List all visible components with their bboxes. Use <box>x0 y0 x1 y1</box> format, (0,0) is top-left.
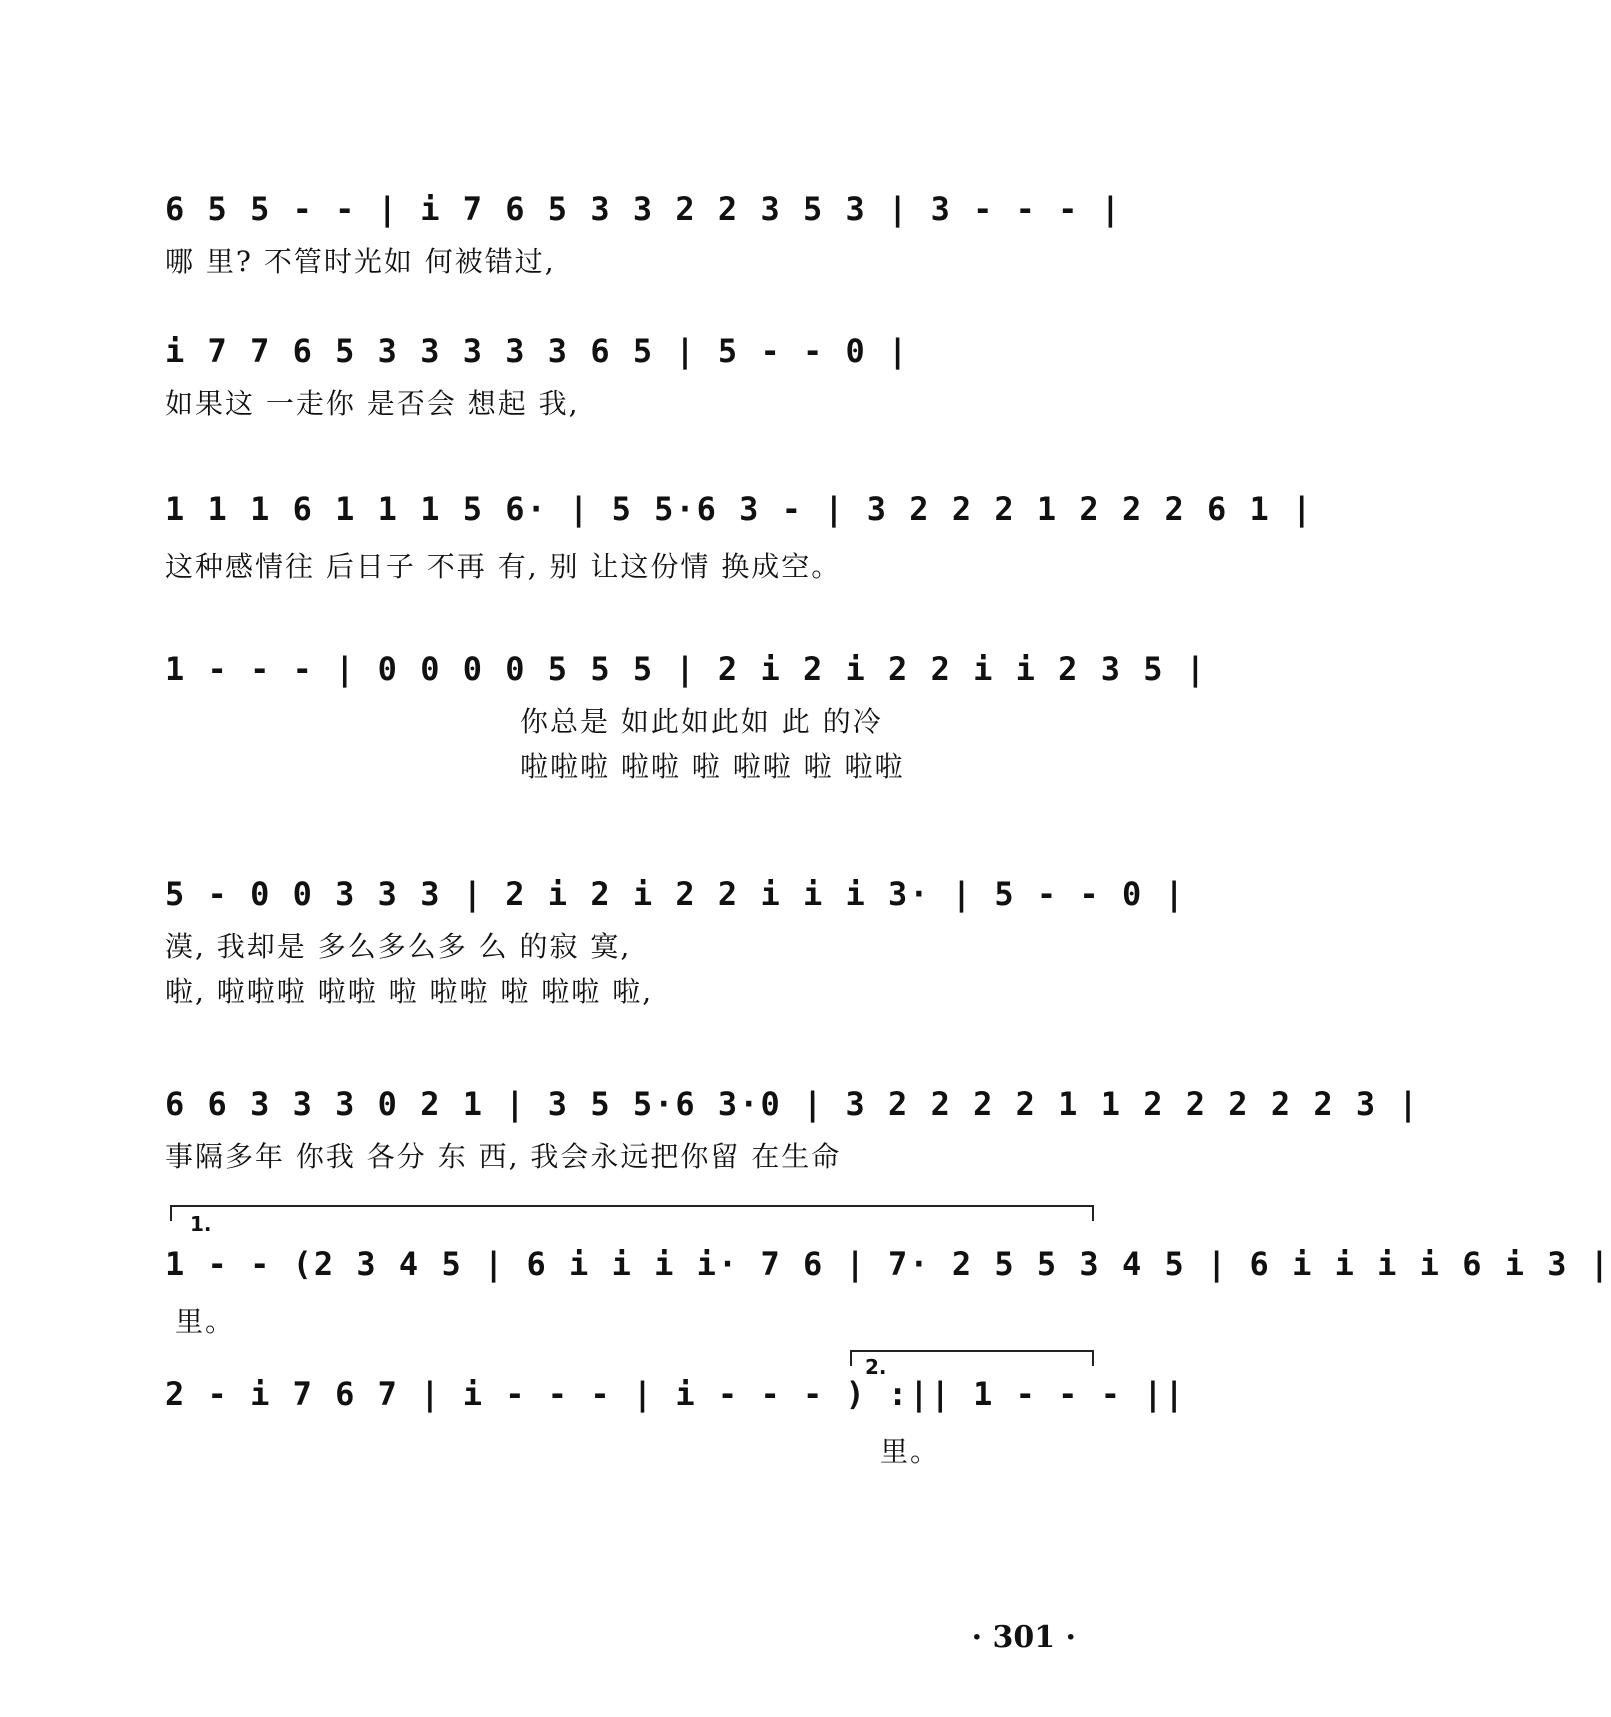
lyric-line-8: 里。 <box>880 1435 941 1468</box>
lyric-line-4a: 你总是 如此如此如 此 的冷 <box>520 705 883 738</box>
lyric-line-5a: 漠, 我却是 多么多么多 么 的寂 寞, <box>165 930 632 963</box>
lyric-line-4b: 啦啦啦 啦啦 啦 啦啦 啦 啦啦 <box>520 750 905 783</box>
volta-2-label: 2. <box>865 1355 887 1379</box>
volta-2-bracket <box>850 1350 1094 1366</box>
notation-line-8: 2 - i 7 6 7 | i - - - | i - - - ) :|| 1 - - - || <box>165 1375 1186 1413</box>
notation-line-3: 1 1 1 6 1 1 1 5 6· | 5 5·6 3 - | 3 2 2 2 1 2 2 2 6 1 | <box>165 490 1314 528</box>
lyric-line-5b: 啦, 啦啦啦 啦啦 啦 啦啦 啦 啦啦 啦, <box>165 975 654 1008</box>
lyric-line-6: 事隔多年 你我 各分 东 西, 我会永远把你留 在生命 <box>165 1140 842 1173</box>
volta-1-label: 1. <box>190 1212 212 1236</box>
volta-1-bracket <box>170 1205 1094 1221</box>
page-number: · 301 · <box>971 1620 1076 1655</box>
notation-line-4: 1 - - - | 0 0 0 0 5 5 5 | 2 i 2 i 2 2 i i 2 3 5 | <box>165 650 1208 688</box>
notation-line-7: 1 - - (2 3 4 5 | 6 i i i i· 7 6 | 7· 2 5 5 3 4 5 | 6 i i i i 6 i 3 | <box>165 1245 1611 1283</box>
notation-line-6: 6 6 3 3 3 0 2 1 | 3 5 5·6 3·0 | 3 2 2 2 2 1 1 2 2 2 2 2 3 | <box>165 1085 1420 1123</box>
notation-line-2: i 7 7 6 5 3 3 3 3 3 6 5 | 5 - - 0 | <box>165 332 910 370</box>
notation-line-5: 5 - 0 0 3 3 3 | 2 i 2 i 2 2 i i i 3· | 5 - - 0 | <box>165 875 1186 913</box>
notation-line-1: 6 5 5 - - | i 7 6 5 3 3 2 2 3 5 3 | 3 - - - | <box>165 190 1122 228</box>
lyric-line-7: 里。 <box>175 1305 236 1338</box>
lyric-line-2: 如果这 一走你 是否会 想起 我, <box>165 387 580 420</box>
lyric-line-3: 这种感情往 后日子 不再 有, 别 让这份情 换成空。 <box>165 550 842 583</box>
lyric-line-1: 哪 里? 不管时光如 何被错过, <box>165 245 556 278</box>
